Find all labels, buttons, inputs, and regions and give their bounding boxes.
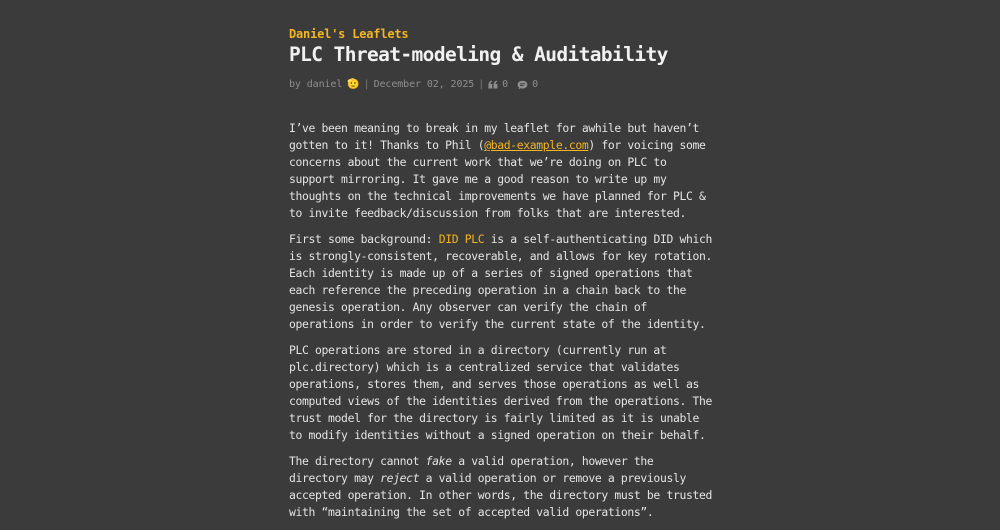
comments-count: 0 <box>532 79 538 90</box>
paragraph-text: is a self-authenticating DID which is strongly-consistent, recoverable, and allows for key rotation. Each identity is made up of a series of signed operations that each reference the preceding operation in a chain back to the genesis operation. Any observer can verify the chain of operations in order to verify the current state of the identity. <box>289 232 713 331</box>
author-name[interactable]: daniel <box>306 79 343 90</box>
post-content <box>289 120 715 530</box>
paragraph-text: a valid operation or remove a previously accepted operation. In other words, the directory must be trusted with “maintaining the set of accepted valid operations”. <box>289 471 713 519</box>
emphasis-text: reject <box>380 471 420 485</box>
publication-name[interactable]: Daniel's Leaflets <box>289 27 409 41</box>
quotes-stat[interactable] <box>488 79 508 90</box>
comments-stat[interactable] <box>517 79 538 90</box>
paragraph-text: ) for voicing some concerns about the current work that we’re doing on PLC to support mirroring. It gave me a good reason to write up my thoughts on the technical improvements we have planned for PLC & to invite feedback/discussion from folks that are interested. <box>289 138 706 220</box>
author-emoji: 🫡 <box>347 79 360 90</box>
emphasis-text: fake <box>425 454 452 468</box>
by-label: by <box>289 79 301 90</box>
paragraph-text: I’ve been meaning to break in my leaflet for awhile but haven’t gotten to it! Thanks to Phil ( <box>289 121 699 152</box>
mention-link[interactable]: @bad-example.com <box>484 138 589 152</box>
paragraph <box>289 453 715 521</box>
paragraph <box>289 120 715 222</box>
paragraph-text: a valid operation, however the directory may <box>289 454 654 485</box>
quotes-count: 0 <box>502 79 509 90</box>
did-plc-link[interactable]: DID PLC <box>438 232 485 246</box>
paragraph <box>289 231 715 333</box>
paragraph: PLC operations are stored in a directory (currently run at plc.directory) which is a centralized service that validates operations, stores them, and serves those operations as well as computed views of the identities derived from the operations. The trust model for the directory is fairly limited as it is unable to modify identities without a signed operation on their behalf. <box>289 343 713 442</box>
quote-icon <box>488 80 498 89</box>
comment-icon <box>517 80 528 90</box>
post-meta <box>289 79 538 90</box>
meta-separator: | <box>363 79 370 90</box>
paragraph-text: First some background: <box>289 232 439 246</box>
post-title: PLC Threat-modeling & Auditability <box>289 43 668 66</box>
meta-separator: | <box>478 79 485 90</box>
paragraph-text: The directory cannot <box>289 454 426 468</box>
post-date: December 02, 2025 <box>373 79 475 90</box>
